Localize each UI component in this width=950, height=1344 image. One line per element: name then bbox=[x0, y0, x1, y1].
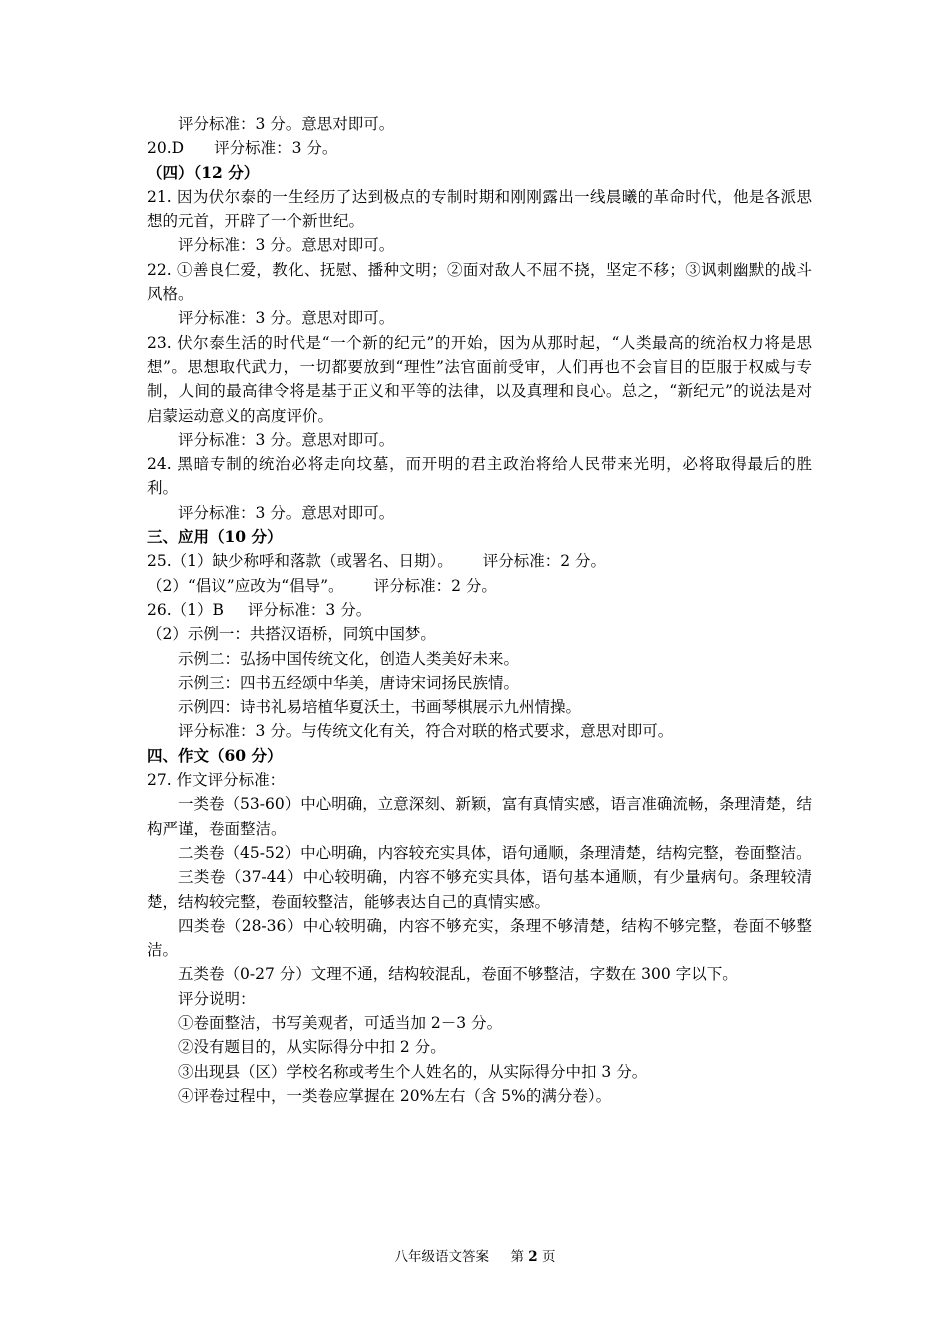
essay-grade-4: 四类卷（28-36）中心较明确，内容不够充实，条理不够清楚，结构不够完整，卷面不够整洁。 bbox=[147, 916, 812, 960]
essay-grade-5: 五类卷（0-27 分）文理不通，结构较混乱，卷面不够整洁，字数在 300 字以下。 bbox=[178, 965, 738, 984]
answer-26-1: 26.（1）B 评分标准：3 分。 bbox=[147, 600, 372, 619]
footer-page-prefix: 第 bbox=[510, 1249, 524, 1265]
scoring-explanation-4: ④评卷过程中，一类卷应掌握在 20%左右（含 5%的满分卷）。 bbox=[178, 1086, 612, 1105]
example-3: 示例三：四书五经颂中华美，唐诗宋词扬民族情。 bbox=[178, 673, 520, 692]
answer-23: 23. 伏尔泰生活的时代是“一个新的纪元”的开始，因为从那时起，“人类最高的统治权力将是思想”。思想取代武力，一切都要放到“理性”法官面前受审，人们再也不会盲目的臣服于权威与专制，人间的最高律令将是基于正义和平等的法律，以及真理和良心。总之，“新纪元”的说法是对启蒙运动意义的高度评价。 bbox=[147, 333, 812, 425]
footer-page-suffix: 页 bbox=[541, 1249, 556, 1265]
answer-20: 20.D 评分标准：3 分。 bbox=[147, 139, 338, 158]
answer-25-2: （2）“倡议”应改为“倡导”。 评分标准：2 分。 bbox=[147, 576, 497, 595]
scoring-note-19: 评分标准：3 分。意思对即可。 bbox=[178, 115, 395, 133]
section-application-heading: 三、应用（10 分） bbox=[147, 527, 283, 547]
essay-grade-2: 二类卷（45-52）中心明确，内容较充实具体，语句通顺，条理清楚，结构完整，卷面整洁。 bbox=[178, 843, 812, 862]
example-2: 示例二：弘扬中国传统文化，创造人类美好未来。 bbox=[178, 649, 520, 668]
page-number: 2 bbox=[528, 1249, 538, 1265]
section-4-heading: （四）（12 分） bbox=[147, 162, 260, 182]
scoring-note-23: 评分标准：3 分。意思对即可。 bbox=[178, 430, 395, 449]
page-footer bbox=[0, 1245, 950, 1265]
scoring-explanation-heading: 评分说明： bbox=[178, 989, 256, 1008]
scoring-note-26: 评分标准：3 分。与传统文化有关，符合对联的格式要求，意思对即可。 bbox=[178, 722, 674, 741]
answer-21: 21. 因为伏尔泰的一生经历了达到极点的专制时期和刚刚露出一线晨曦的革命时代，他是各派思想的元首，开辟了一个新世纪。 bbox=[147, 187, 812, 231]
scoring-explanation-3: ③出现县（区）学校名称或考生个人姓名的，从实际得分中扣 3 分。 bbox=[178, 1062, 648, 1081]
answer-24: 24. 黑暗专制的统治必将走向坟墓，而开明的君主政治将给人民带来光明，必将取得最后的胜利。 bbox=[147, 455, 812, 498]
essay-grade-1: 一类卷（53-60）中心明确，立意深刻、新颖，富有真情实感，语言准确流畅，条理清楚，结构严谨，卷面整洁。 bbox=[147, 795, 812, 838]
answer-25-1: 25.（1）缺少称呼和落款（或署名、日期）。 评分标准：2 分。 bbox=[147, 552, 607, 571]
scoring-explanation-2: ②没有题目的，从实际得分中扣 2 分。 bbox=[178, 1038, 446, 1057]
example-4: 示例四：诗书礼易培植华夏沃土，书画琴棋展示九州情操。 bbox=[178, 698, 582, 717]
section-essay-heading: 四、作文（60 分） bbox=[147, 745, 283, 765]
answer-22: 22. ①善良仁爱，教化、抚慰、播种文明；②面对敌人不屈不挠，坚定不移；③讽刺幽默的战斗风格。 bbox=[147, 260, 812, 304]
footer-title: 八年级语文答案 bbox=[394, 1249, 490, 1265]
scoring-note-24: 评分标准：3 分。意思对即可。 bbox=[178, 503, 395, 522]
scoring-explanation-1: ①卷面整洁，书写美观者，可适当加 2－3 分。 bbox=[178, 1013, 503, 1032]
scoring-note-21: 评分标准：3 分。意思对即可。 bbox=[178, 236, 395, 255]
answer-26-2: （2）示例一：共搭汉语桥，同筑中国梦。 bbox=[147, 625, 436, 644]
essay-grade-3: 三类卷（37-44）中心较明确，内容不够充实具体，语句基本通顺，有少量病句。条理较清楚，结构较完整，卷面较整洁，能够表达自己的真情实感。 bbox=[147, 868, 812, 911]
answer-27-title: 27. 作文评分标准： bbox=[147, 771, 286, 790]
scoring-note-22: 评分标准：3 分。意思对即可。 bbox=[178, 309, 395, 328]
answer-key-body bbox=[147, 112, 812, 1108]
